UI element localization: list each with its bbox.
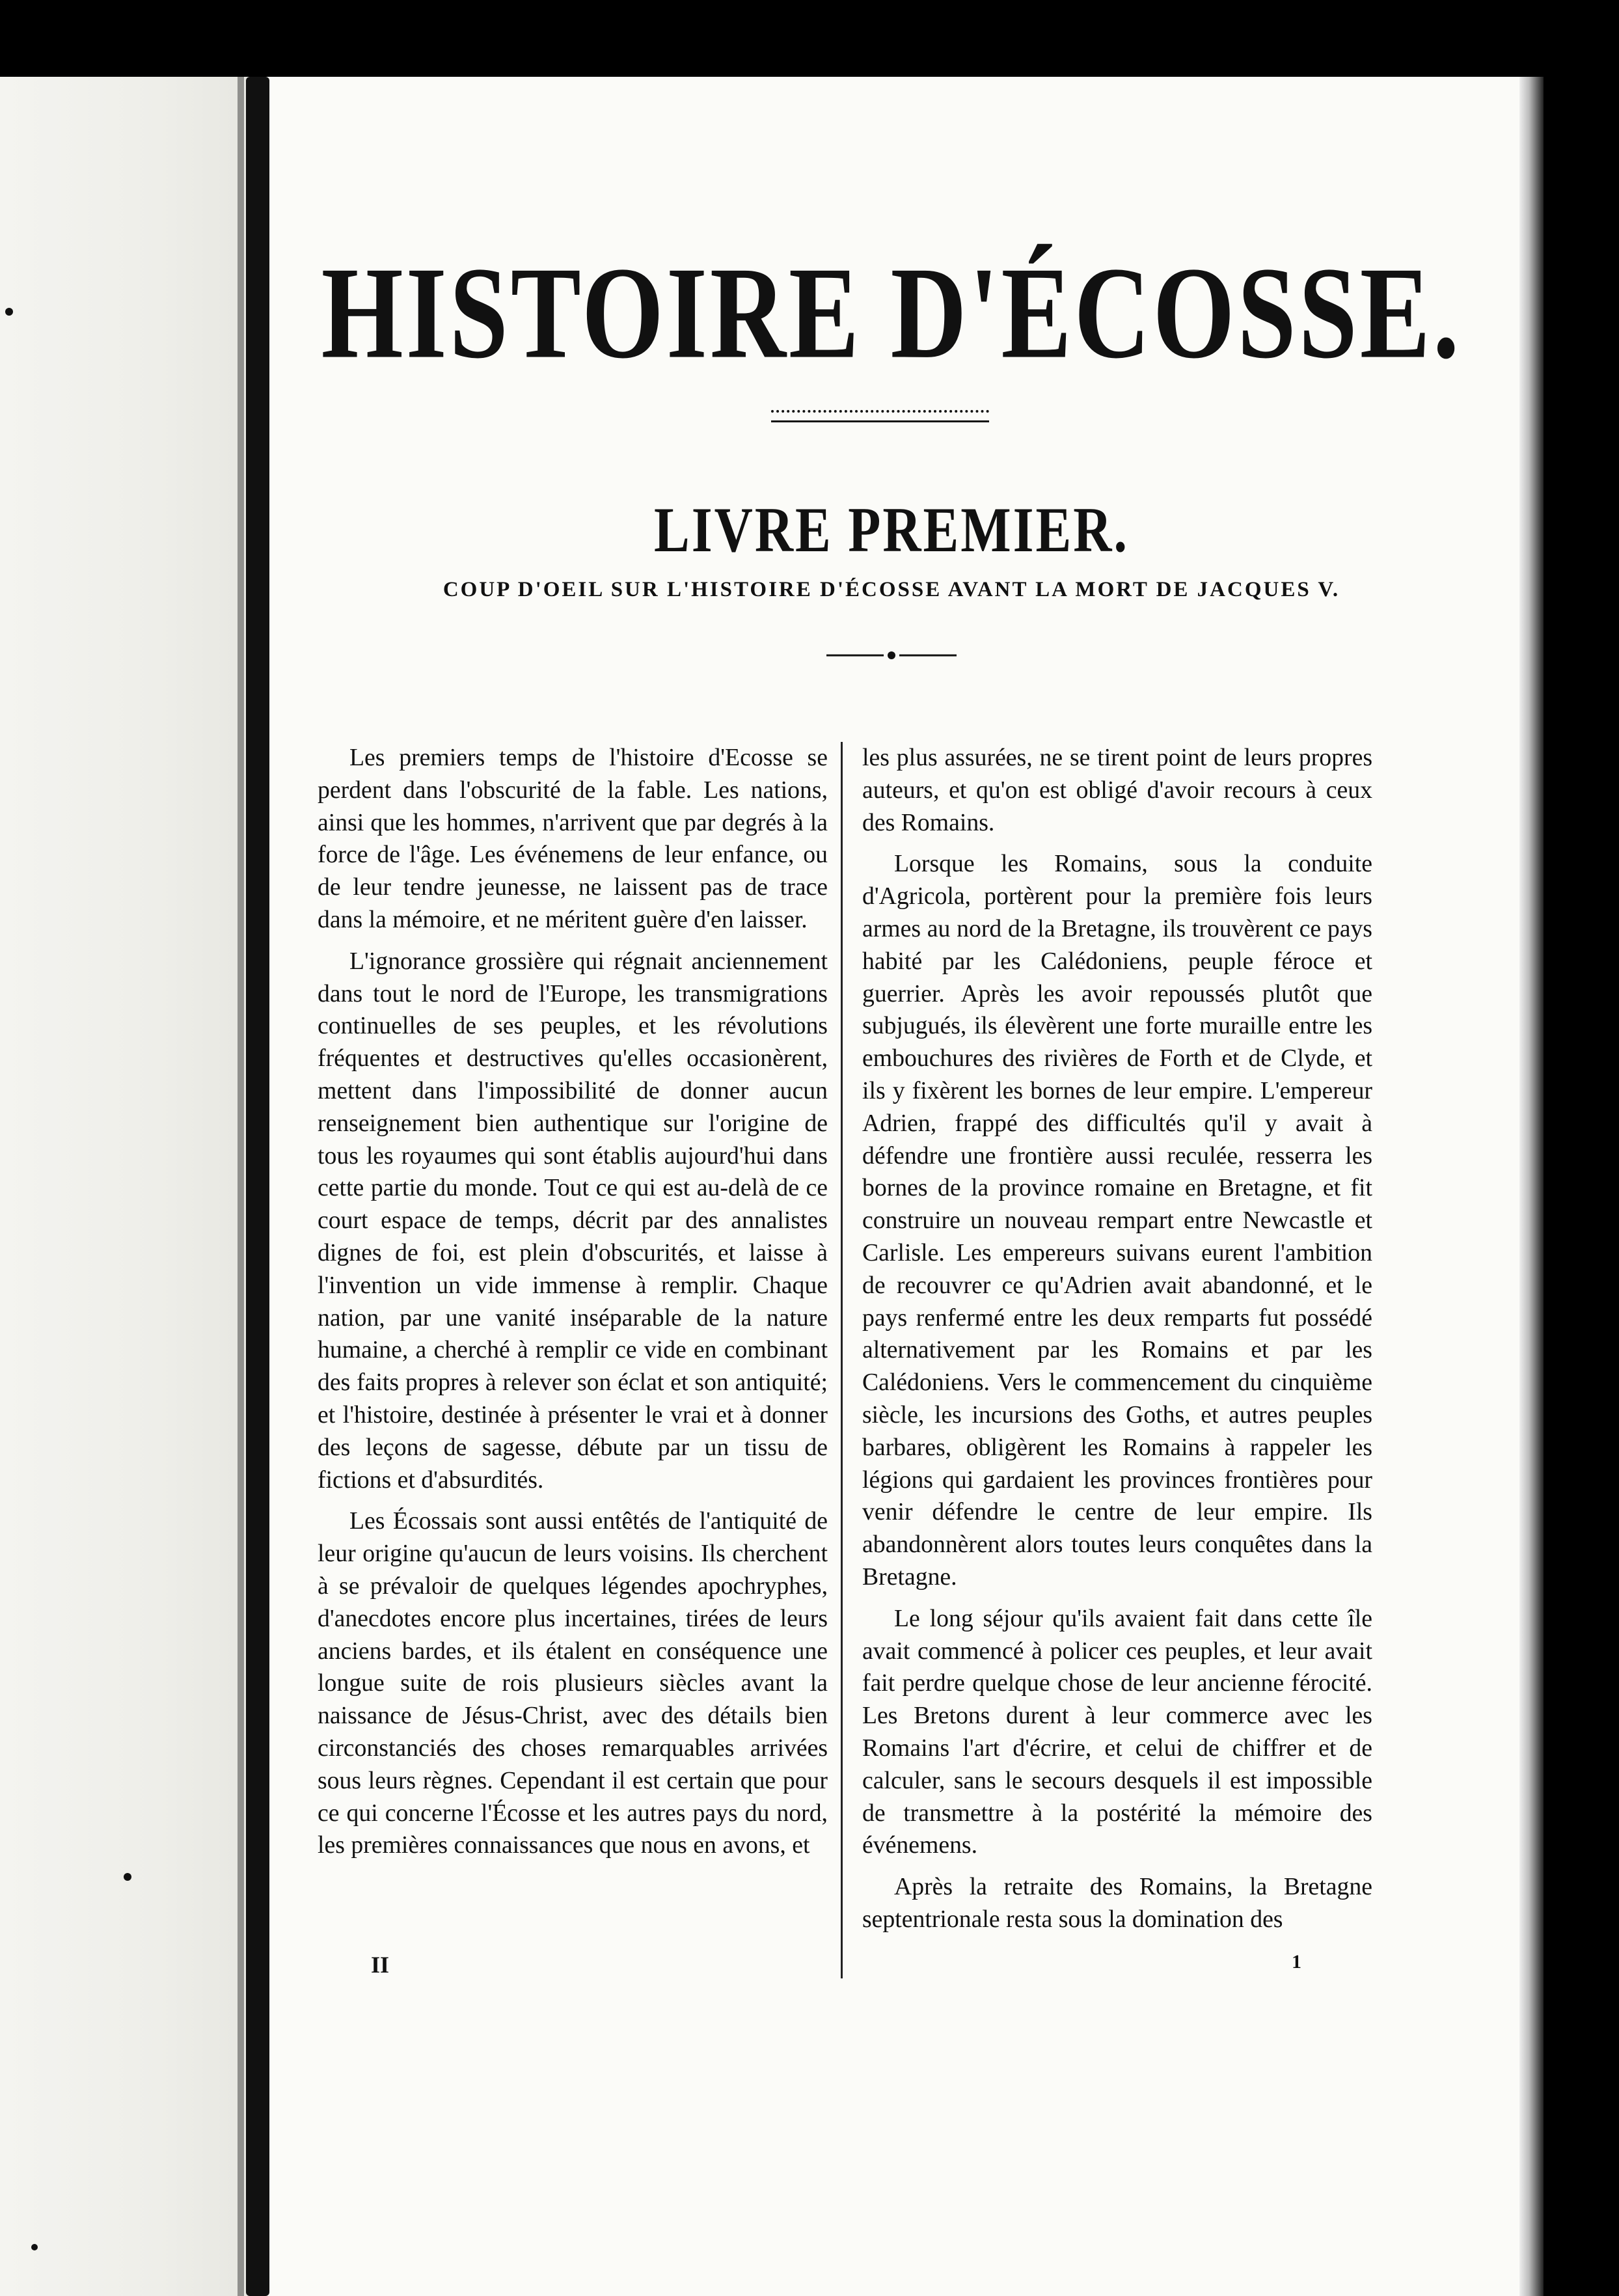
ornament-divider [826,651,957,660]
paragraph: Les premiers temps de l'histoire d'Ecosse se perdent dans l'obscurité de la fable. Les nations, ainsi que les hommes, n'arrivent que par degrés à la force de l'âge. Les événemens de leur enfance, ou de leur tendre jeunesse, ne laissent pas de trace dans la mémoire, et ne méritent guère d'en laisser. [318,744,828,933]
left-column [318,742,828,1871]
scan-speck [31,2244,38,2250]
page-content [273,77,1510,2224]
book-subtitle: COUP D'OEIL SUR L'HISTOIRE D'ÉCOSSE AVANT LA MORT DE JACQUES V. [442,578,1340,601]
signature-mark-left: II [371,1952,390,1978]
binding-strip [0,77,264,2296]
right-column [862,742,1372,1945]
column-divider [841,742,843,1978]
title-rule [771,410,989,422]
paragraph: L'ignorance grossière qui régnait anciennement dans tout le nord de l'Europe, les transmigrations continuelles de ses peuples, et les révolutions fréquentes et destructives qu'elles occasionèrent, mettent dans l'impossibilité de donner aucun renseignement bien authentique sur l'origine de tous les royaumes qui sont établis aujourd'hui dans cette partie du monde. Tout ce qui est au-delà de ce court espace de temps, décrit par des annalistes dignes de foi, est plein d'obscurités, et laisse à l'invention un vide immense à remplir. Chaque nation, par une vanité inséparable de la nature humaine, a cherché à remplir ce vide en combinant des faits propres à relever son éclat et son antiquité; et l'histoire, destinée à présenter le vrai et à donner des leçons de sagesse, débute par un tissu de fictions et d'absurdités. [318,947,828,1494]
scan-speck [5,308,13,316]
book-title: LIVRE PREMIER. [654,494,1129,566]
paragraph: les plus assurées, ne se tirent point de leurs propres auteurs, et qu'on est obligé d'avoir recours à ceux des Romains. [862,744,1372,836]
paragraph: Après la retraite des Romains, la Bretagne septentrionale resta sous la domination des [862,1873,1372,1933]
page-right-edge [1519,77,1544,2296]
signature-mark-right: 1 [1292,1951,1301,1973]
paragraph: Les Écossais sont aussi entêtés de l'antiquité de leur origine qu'aucun de leurs voisins. Ils cherchent à se prévaloir de quelques légendes apochryphes, d'anecdotes encore plus incertaines, tirées de leurs anciens bardes, et ils étalent en conséquence une longue suite de rois plusieurs siècles avant la naissance de Jésus-Christ, avec des détails bien circonstanciés des choses remarquables arrivées sous leurs règnes. Cependant il est certain que pour ce qui concerne l'Écosse et les autres pays du nord, les premières connaissances que nous en avons, et [318,1507,828,1859]
paragraph: Lorsque les Romains, sous la conduite d'Agricola, portèrent pour la première fois leurs armes au nord de la Bretagne, ils trouvèrent ce pays habité par les Calédoniens, peuple féroce et guerrier. Après les avoir repoussés plutôt que subjugués, ils élevèrent une forte muraille entre les embouchures des rivières de Forth et de Clyde, et ils y fixèrent les bornes de leur empire. L'empereur Adrien, frappé des difficultés qu'il y avait à défendre une frontière aussi reculée, resserra les bornes de la province romaine en Bretagne, et fit construire un nouveau rempart entre Newcastle et Carlisle. Les empereurs suivans eurent l'ambition de recouvrer ce qu'Adrien avait abandonné, et le pays renfermé entre les deux remparts fut possédé alternativement par les Romains et par les Calédoniens. Vers le commencement du cinquième siècle, les incursions des Goths, et autres peuples barbares, obligèrent les Romains à rappeler les légions qui gardaient les provinces frontières pour venir défendre le centre de leur empire. Ils abandonnèrent alors toutes leurs conquêtes dans la Bretagne. [862,850,1372,1591]
paragraph: Le long séjour qu'ils avaient fait dans cette île avait commencé à policer ces peuples, et leur avait fait perdre quelque chose de leur ancienne férocité. Les Bretons durent à leur commerce avec les Romains l'art d'écrire, et celui de chiffrer et de calculer, sans le secours desquels il est impossible de transmettre à la postérité la mémoire des événemens. [862,1604,1372,1859]
binding-shadow [238,77,244,2296]
binding-edge [246,77,269,2296]
scan-speck [124,1873,131,1881]
scan-right-margin [1544,77,1619,2296]
page-title: HISTOIRE D'ÉCOSSE. [321,240,1462,387]
